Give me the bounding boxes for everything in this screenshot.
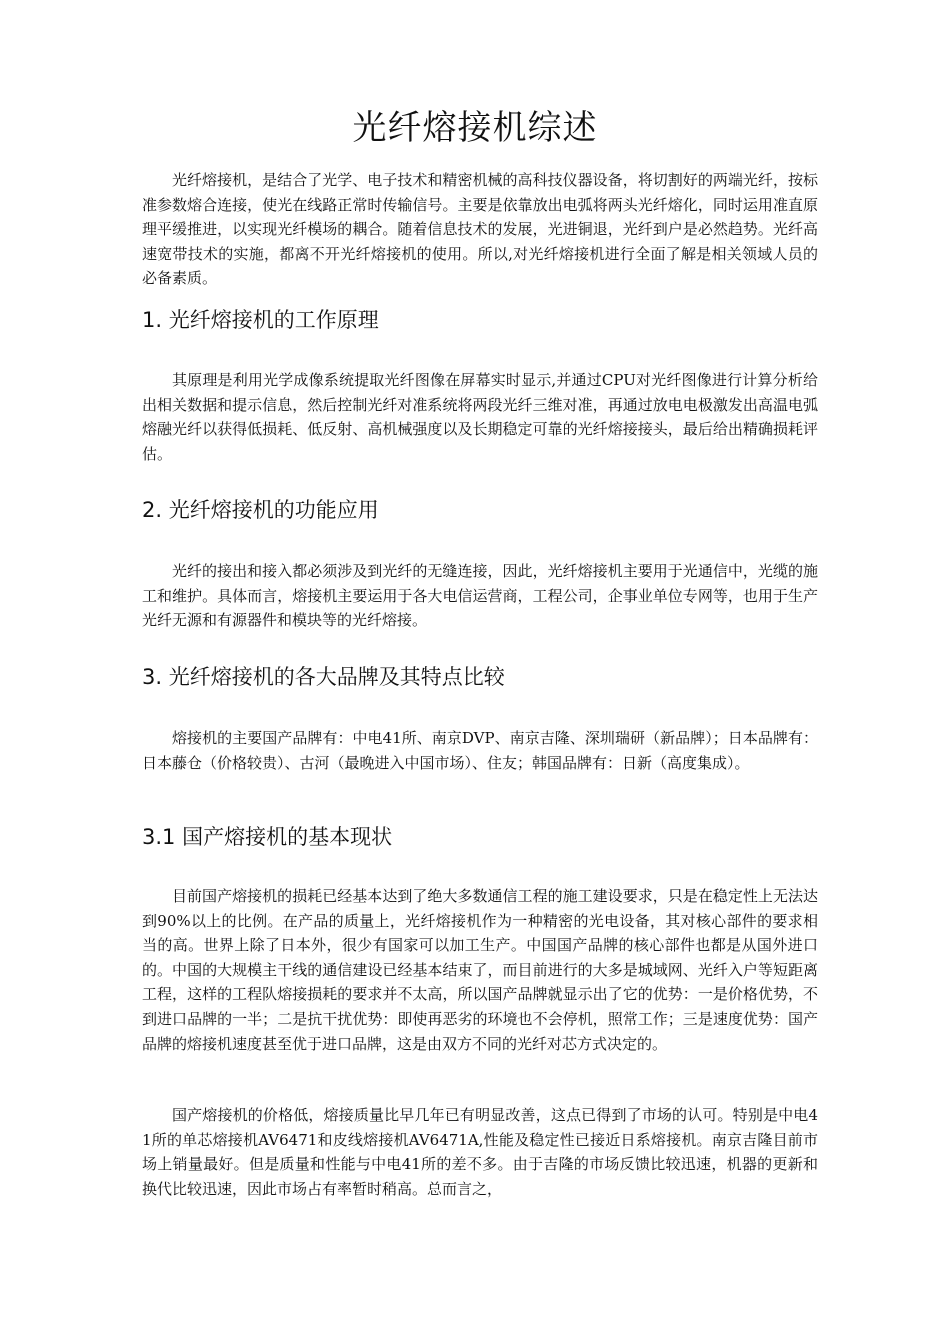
- section-2-heading: 2. 光纤熔接机的功能应用: [142, 498, 379, 522]
- section-3-1-heading: 3.1 国产熔接机的基本现状: [142, 825, 393, 849]
- section-1-paragraph: 其原理是利用光学成像系统提取光纤图像在屏幕实时显示,并通过CPU对光纤图像进行计算分析给出相关数据和提示信息，然后控制光纤对准系统将两段光纤三维对准，再通过放电电极激发出高温电弧熔融光纤以获得低损耗、低反射、高机械强度以及长期稳定可靠的光纤熔接接头，最后给出精确损耗评估。: [142, 371, 818, 463]
- section-1-heading: 1. 光纤熔接机的工作原理: [142, 308, 379, 332]
- intro-paragraph: 光纤熔接机，是结合了光学、电子技术和精密机械的高科技仪器设备，将切割好的两端光纤，按标准参数熔合连接，使光在线路正常时传输信号。主要是依靠放出电弧将两头光纤熔化，同时运用准直原理平缓推进，以实现光纤模场的耦合。随着信息技术的发展，光进铜退，光纤到户是必然趋势。光纤高速宽带技术的实施，都离不开光纤熔接机的使用。所以,对光纤熔接机进行全面了解是相关领域人员的必备素质。: [142, 171, 818, 288]
- section-2-paragraph: 光纤的接出和接入都必须涉及到光纤的无缝连接，因此，光纤熔接机主要用于光通信中，光缆的施工和维护。具体而言，熔接机主要运用于各大电信运营商，工程公司，企事业单位专网等，也用于生产光纤无源和有源器件和模块等的光纤熔接。: [142, 562, 818, 630]
- section-3-1-paragraph-2: 国产熔接机的价格低，熔接质量比早几年已有明显改善，这点已得到了市场的认可。特别是中电41所的单芯熔接机AV6471和皮线熔接机AV6471A,性能及稳定性已接近日系熔接机。南京吉隆目前市场上销量最好。但是质量和性能与中电41所的差不多。由于吉隆的市场反馈比较迅速，机器的更新和换代比较迅速，因此市场占有率暂时稍高。总而言之，: [142, 1106, 818, 1198]
- document-title: 光纤熔接机综述: [352, 108, 598, 148]
- section-3-1-paragraph-1: 目前国产熔接机的损耗已经基本达到了绝大多数通信工程的施工建设要求，只是在稳定性上无法达到90%以上的比例。在产品的质量上，光纤熔接机作为一种精密的光电设备，其对核心部件的要求相当的高。世界上除了日本外，很少有国家可以加工生产。中国国产品牌的核心部件也都是从国外进口的。中国的大规模主干线的通信建设已经基本结束了，而目前进行的大多是城域网、光纤入户等短距离工程，这样的工程队熔接损耗的要求并不太高，所以国产品牌就显示出了它的优势：一是价格优势，不到进口品牌的一半；二是抗干扰优势：即使再恶劣的环境也不会停机，照常工作；三是速度优势：国产品牌的熔接机速度甚至优于进口品牌，这是由双方不同的光纤对芯方式决定的。: [142, 887, 818, 1053]
- section-3-paragraph: 熔接机的主要国产品牌有：中电41所、南京DVP、南京吉隆、深圳瑞研（新品牌）；日本品牌有：日本藤仓（价格较贵）、古河（最晚进入中国市场）、住友；韩国品牌有：日新（高度集成）。: [142, 729, 818, 772]
- section-3-heading: 3. 光纤熔接机的各大品牌及其特点比较: [142, 665, 505, 689]
